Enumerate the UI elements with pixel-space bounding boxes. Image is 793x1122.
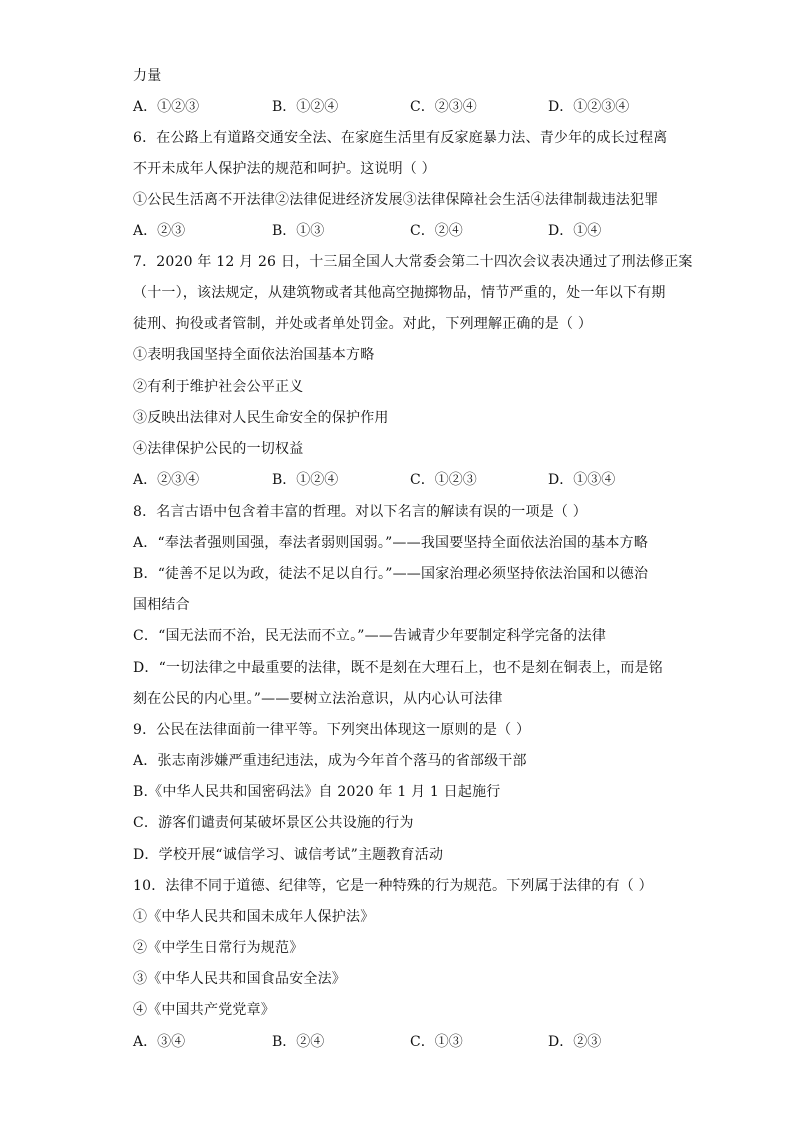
q10-statement-1: ①《中华人民共和国未成年人保护法》 xyxy=(133,909,375,925)
q10-statement-4: ④《中国共产党党章》 xyxy=(133,1002,275,1018)
q10-statement-2: ②《中学生日常行为规范》 xyxy=(133,940,304,956)
q5-option-b: B．①②④ xyxy=(272,99,339,115)
q6-option-c: C．②④ xyxy=(410,223,463,239)
q9-option-b: B.《中华人民共和国密码法》自 2020 年 1 月 1 日起施行 xyxy=(133,784,501,800)
q6-option-b: B．①③ xyxy=(272,223,325,239)
q9-option-d: D．学校开展“诚信学习、诚信考试”主题教育活动 xyxy=(133,847,444,863)
q10-option-c: C．①③ xyxy=(410,1034,463,1050)
q8-option-a: A．“奉法者强则国强，奉法者弱则国弱。”——我国要坚持全面依法治国的基本方略 xyxy=(133,535,649,551)
q7-statement-3: ③反映出法律对人民生命安全的保护作用 xyxy=(133,410,389,426)
q6-option-d: D．①④ xyxy=(548,223,602,239)
q9-option-c: C．游客们谴责何某破坏景区公共设施的行为 xyxy=(133,815,414,831)
q7-option-d: D．①③④ xyxy=(548,472,616,488)
q8-option-d-line-2: 刻在公民的内心里。”——要树立法治意识，从内心认可法律 xyxy=(133,691,503,707)
q7-statement-4: ④法律保护公民的一切权益 xyxy=(133,441,304,457)
q6-stem-line-2: 不开未成年人保护法的规范和呵护。这说明（ ） xyxy=(133,161,436,177)
q7-stem-line-1: 7．2020 年 12 月 26 日，十三届全国人大常委会第二十四次会议表决通过了刑法修正案 xyxy=(133,254,693,270)
q6-options xyxy=(133,221,673,241)
q5-option-c: C．②③④ xyxy=(410,99,477,115)
q9-option-a: A．张志南涉嫌严重违纪违法，成为今年首个落马的省部级干部 xyxy=(133,753,527,769)
q7-option-a: A．②③④ xyxy=(133,472,200,488)
q8-option-c: C．“国无法而不治，民无法而不立。”——告诫青少年要制定科学完备的法律 xyxy=(133,628,607,644)
q7-option-b: B．①②④ xyxy=(272,472,339,488)
q6-statements: ①公民生活离不开法律②法律促进经济发展③法律保障社会生活④法律制裁违法犯罪 xyxy=(133,192,659,208)
q10-option-d: D．②③ xyxy=(548,1034,602,1050)
q5-options xyxy=(133,97,673,117)
q10-option-b: B．②④ xyxy=(272,1034,325,1050)
q6-option-a: A．②③ xyxy=(133,223,186,239)
q10-option-a: A．③④ xyxy=(133,1034,186,1050)
q5-option-d: D．①②③④ xyxy=(548,99,630,115)
q6-stem-line-1: 6．在公路上有道路交通安全法、在家庭生活里有反家庭暴力法、青少年的成长过程离 xyxy=(133,130,668,146)
q7-options xyxy=(133,470,673,490)
q8-option-b-line-2: 国相结合 xyxy=(133,597,190,613)
q10-statement-3: ③《中华人民共和国食品安全法》 xyxy=(133,971,346,987)
q8-stem: 8．名言古语中包含着丰富的哲理。对以下名言的解读有误的一项是（ ） xyxy=(133,504,587,520)
q8-option-b-line-1: B．“徒善不足以为政，徒法不足以自行。”——国家治理必须坚持依法治国和以德治 xyxy=(133,566,649,582)
q7-stem-line-3: 徒刑、拘役或者管制，并处或者单处罚金。对此，下列理解正确的是（ ） xyxy=(133,316,593,332)
q9-stem: 9．公民在法律面前一律平等。下列突出体现这一原则的是（ ） xyxy=(133,722,531,738)
q8-option-d-line-1: D．“一切法律之中最重要的法律，既不是刻在大理石上，也不是刻在铜表上，而是铭 xyxy=(133,660,663,676)
q5-option-a: A．①②③ xyxy=(133,99,200,115)
q7-option-c: C．①②③ xyxy=(410,472,477,488)
q10-stem: 10．法律不同于道德、纪律等，它是一种特殊的行为规范。下列属于法律的有（ ） xyxy=(133,878,653,894)
q7-statement-2: ②有利于维护社会公平正义 xyxy=(133,379,304,395)
q5-stem-tail: 力量 xyxy=(133,68,162,84)
q10-options xyxy=(133,1032,673,1052)
q7-stem-line-2: （十一），该法规定，从建筑物或者其他高空抛掷物品，情节严重的，处一年以下有期 xyxy=(133,285,666,301)
q7-statement-1: ①表明我国坚持全面依法治国基本方略 xyxy=(133,347,375,363)
